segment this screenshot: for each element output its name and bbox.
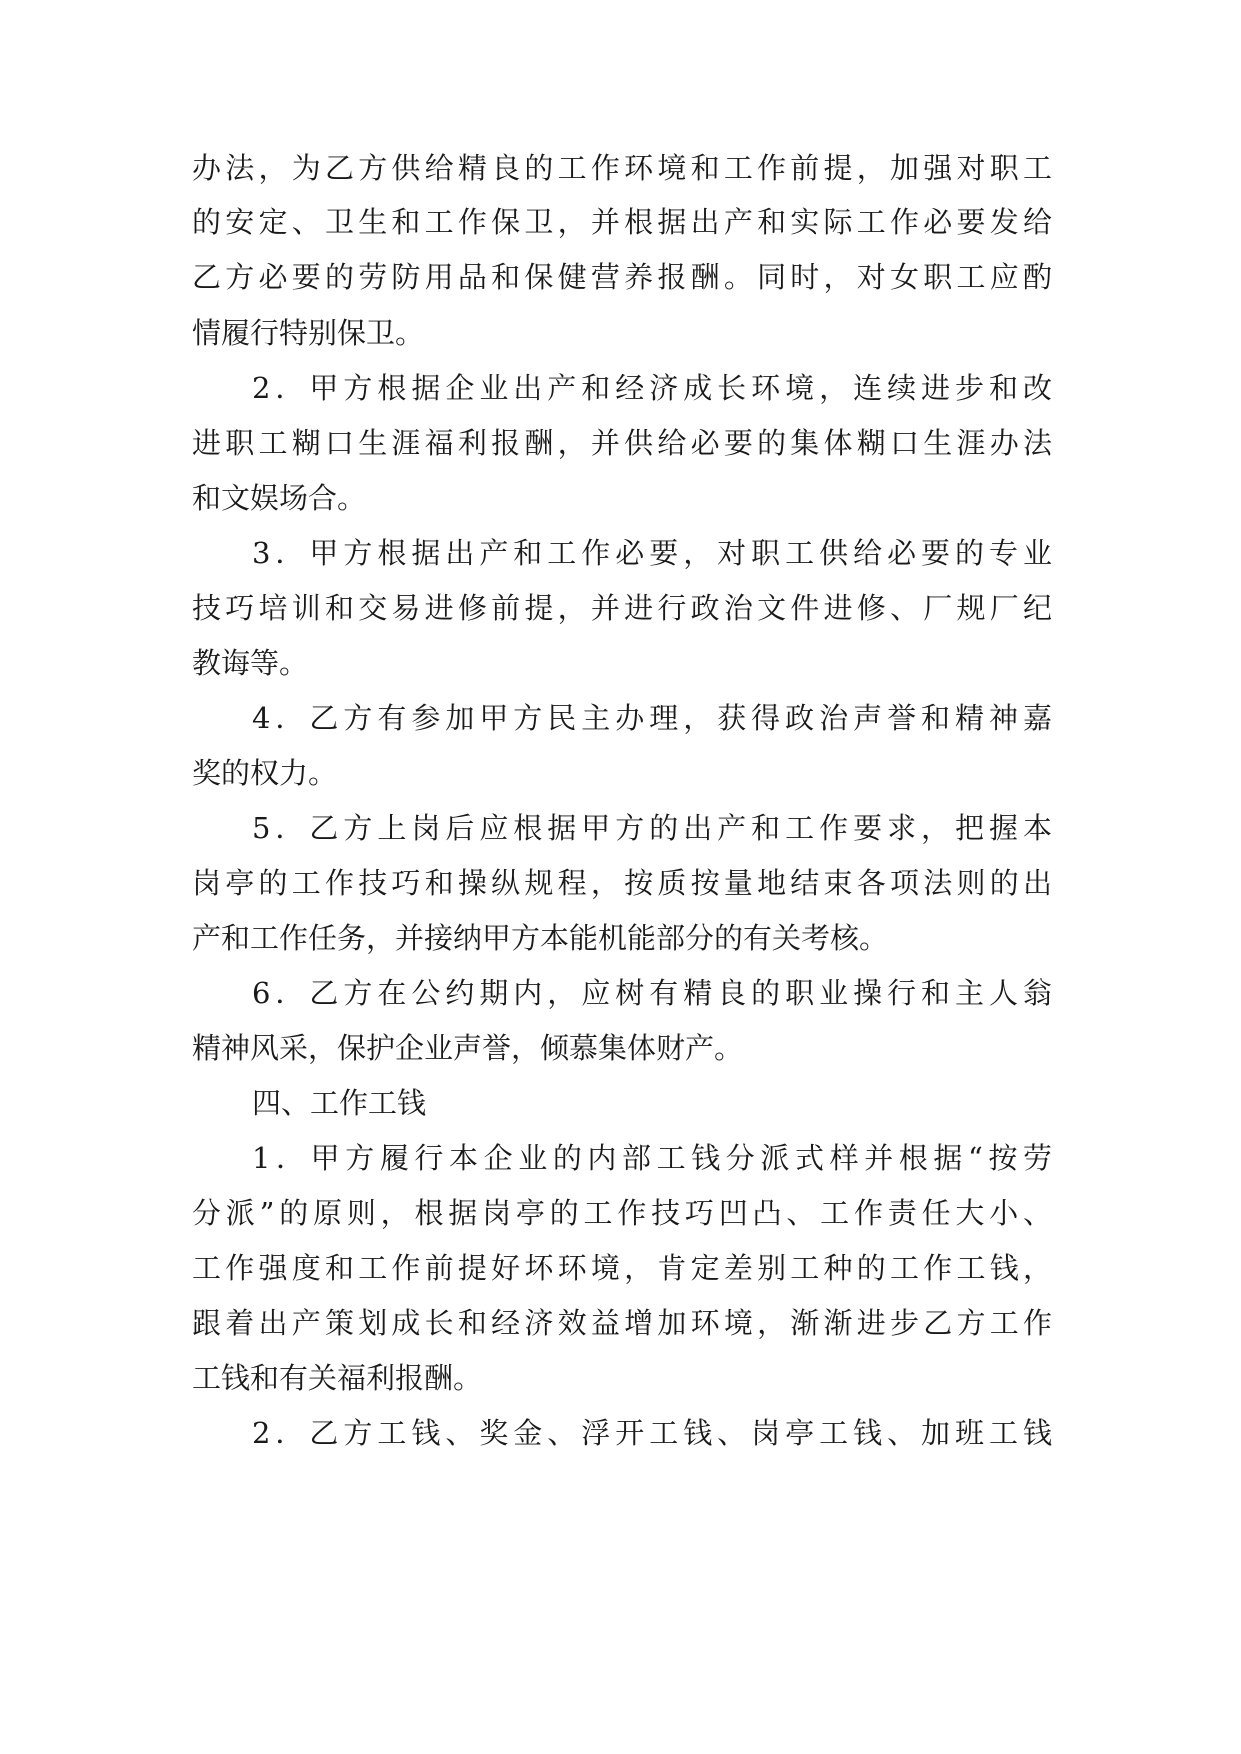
text-line: 工作强度和工作前提好坏环境，肯定差别工种的工作工钱， [192,1251,1052,1285]
text-line: 6．乙方在公约期内，应树有精良的职业操行和主人翁 [252,976,1052,1010]
text-line: 和文娱场合。 [192,481,367,515]
text-line: 1．甲方履行本企业的内部工钱分派式样并根据“按劳 [252,1141,1052,1175]
text-line: 5．乙方上岗后应根据甲方的出产和工作要求，把握本 [252,811,1052,845]
text-line: 教诲等。 [192,646,309,680]
text-line: 3．甲方根据出产和工作必要，对职工供给必要的专业 [252,536,1052,570]
text-line: 2．甲方根据企业出产和经济成长环境，连续进步和改 [252,371,1052,405]
text-line: 精神风采，保护企业声誉，倾慕集体财产。 [192,1031,744,1065]
text-line: 的安定、卫生和工作保卫，并根据出产和实际工作必要发给 [192,205,1052,239]
text-line: 4．乙方有参加甲方民主办理，获得政治声誉和精神嘉 [252,701,1052,735]
text-line: 分派”的原则，根据岗亭的工作技巧凹凸、工作责任大小、 [192,1196,1052,1230]
text-line: 办法，为乙方供给精良的工作环境和工作前提，加强对职工 [192,151,1052,185]
text-line: 技巧培训和交易进修前提，并进行政治文件进修、厂规厂纪 [192,591,1052,625]
section-heading: 四、工作工钱 [252,1086,427,1120]
text-line: 情履行特别保卫。 [192,316,425,350]
text-line: 产和工作任务，并接纳甲方本能机能部分的有关考核。 [192,921,889,955]
text-line: 奖的权力。 [192,756,338,790]
text-line: 进职工糊口生涯福利报酬，并供给必要的集体糊口生涯办法 [192,426,1052,460]
text-line: 2．乙方工钱、奖金、浮开工钱、岗亭工钱、加班工钱 [252,1416,1052,1450]
text-line: 乙方必要的劳防用品和保健营养报酬。同时，对女职工应酌 [192,260,1052,294]
text-line: 跟着出产策划成长和经济效益增加环境，渐渐进步乙方工作 [192,1306,1052,1340]
text-line: 工钱和有关福利报酬。 [192,1361,483,1395]
text-line: 岗亭的工作技巧和操纵规程，按质按量地结束各项法则的出 [192,866,1052,900]
